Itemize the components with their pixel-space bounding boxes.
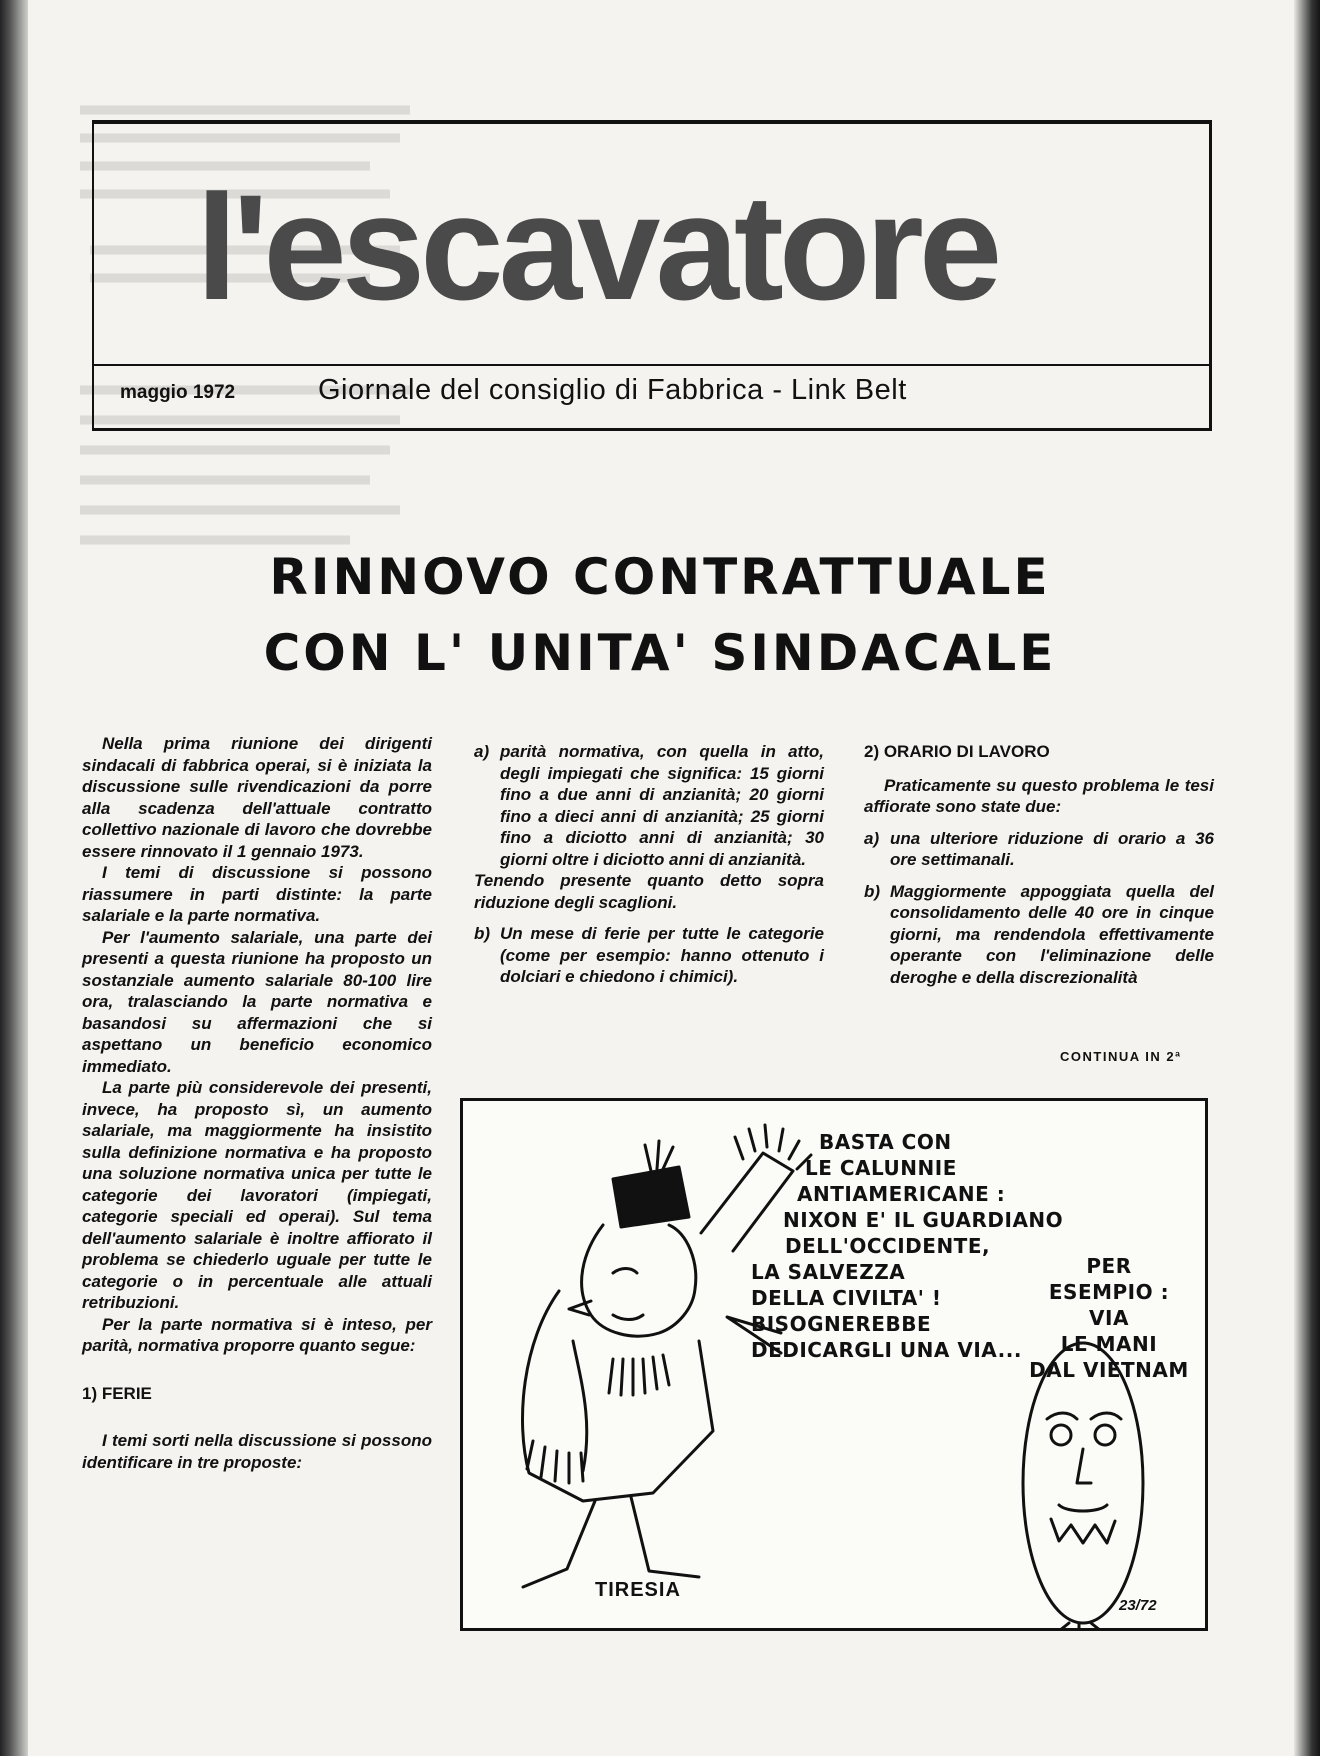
list-item — [864, 828, 1214, 871]
masthead-right-rule — [1209, 120, 1212, 431]
speech-line: LA SALVEZZA — [751, 1260, 906, 1284]
paragraph: La parte più considerevole dei presenti, invece, ha proposto sì, un aumento salariale, ma maggiormente ha insistito sulla definizione normativa e ha proposto una soluzione normativa unica per tutte le categorie dei lavoratori (impiegati, categorie speciali ed operai). Sul tema dell'aumento salariale è inoltre affiorato il problema se chiederlo uguale per tutte le categorie o in percentuale alle attuali retribuzioni. — [82, 1078, 432, 1312]
speech-line: BASTA CON — [819, 1130, 952, 1154]
article-column-1 — [82, 733, 432, 1473]
list-marker: a) — [864, 828, 880, 848]
speech-line: DELL'OCCIDENTE, — [785, 1234, 991, 1258]
list-item — [474, 741, 824, 870]
article-column-2 — [474, 741, 824, 998]
list-text: Un mese di ferie per tutte le categorie (come per esempio: hanno ottenuto i dolciari e chiedono i chimici). — [500, 924, 824, 986]
paragraph: Nella prima riunione dei dirigenti sindacali di fabbrica operai, si è iniziata la discussione sulle rivendicazioni da porre alla scadenza dell'attuale contratto collettivo nazionale di lavoro che dovrebbe essere rinnovato il 1 gennaio 1973. — [82, 734, 432, 861]
headline-line-1: RINNOVO CONTRATTUALE — [269, 548, 1051, 606]
list-item — [864, 881, 1214, 989]
list-text: parità normativa, con quella in atto, degli impiegati che significa: 15 giorni fino a due anni di anzianità; 20 giorni fino a dieci anni di anzianità; 25 giorni fino a diciotto anni di anzianità; 30 giorni oltre i diciotto anni di anzianità. — [500, 742, 824, 869]
masthead-top-rule — [92, 120, 1212, 124]
list-item — [474, 870, 824, 913]
speech-line: PER — [1086, 1254, 1132, 1278]
speech-line: VIA — [1089, 1306, 1129, 1330]
paragraph: I temi di discussione si possono riassumere in parti distinte: la parte salariale e la parte normativa. — [82, 863, 432, 925]
cartoon-speech-right — [1019, 1253, 1199, 1383]
speech-line: DEDICARGLI UNA VIA... — [751, 1338, 1022, 1362]
paragraph: Per la parte normativa si è inteso, per parità, normativa proporre quanto segue: — [82, 1314, 432, 1355]
paragraph: I temi sorti nella discussione si possono identificare in tre proposte: — [82, 1431, 432, 1472]
newspaper-subtitle: Giornale del consiglio di Fabbrica - Link Belt — [318, 374, 907, 406]
masthead — [92, 120, 1212, 430]
speech-line: DAL VIETNAM — [1029, 1358, 1189, 1382]
page-left-edge — [0, 0, 28, 1756]
section-title-orario: 2) ORARIO DI LAVORO — [864, 742, 1050, 761]
headline-line-2: CON L' UNITA' SINDACALE — [263, 624, 1057, 682]
speech-line: ESEMPIO : — [1048, 1280, 1170, 1304]
speech-line: LE MANI — [1060, 1332, 1158, 1356]
list-marker: b) — [474, 924, 491, 943]
list-marker: a) — [474, 742, 490, 761]
speech-line: NIXON E' IL GUARDIANO — [783, 1208, 1064, 1232]
editorial-cartoon — [460, 1098, 1208, 1631]
list-text: una ulteriore riduzione di orario a 36 ore settimanali. — [890, 828, 1214, 869]
masthead-left-rule — [92, 120, 94, 431]
continued-note: CONTINUA IN 2ª — [1060, 1049, 1182, 1064]
speech-line: DELLA CIVILTA' ! — [751, 1286, 942, 1310]
page-right-edge — [1294, 0, 1320, 1756]
paragraph: Praticamente su questo problema le tesi affiorate sono state due: — [864, 775, 1214, 816]
issue-date: maggio 1972 — [120, 382, 236, 403]
article-column-3 — [864, 741, 1214, 998]
cartoon-date-mark: 23/72 — [1119, 1597, 1157, 1614]
list-item — [474, 923, 824, 988]
list-text: Maggiormente appoggiata quella del consolidamento delle 40 ore in cinque giorni, ma rendendola effettivamente operante con l'eliminazione delle deroghe e della discrezionalità — [890, 881, 1214, 987]
speech-line: ANTIAMERICANE : — [797, 1182, 1006, 1206]
list-marker: b) — [864, 881, 881, 901]
masthead-divider — [92, 364, 1212, 366]
speech-line: LE CALUNNIE — [805, 1156, 957, 1180]
paragraph: Per l'aumento salariale, una parte dei presenti a questa riunione ha proposto un sostanziale aumento salariale 80-100 lire ora, tralasciando la parte normativa e basandosi su affermazioni che si aspettano un beneficio economico immediato. — [82, 927, 432, 1076]
list-text: Tenendo presente quanto detto sopra riduzione degli scaglioni. — [474, 871, 824, 912]
newspaper-title: l'escavatore — [196, 163, 998, 331]
section-title-ferie: 1) FERIE — [82, 1383, 152, 1403]
masthead-bottom-rule — [92, 428, 1212, 431]
speech-line: BISOGNEREBBE — [751, 1312, 932, 1336]
cartoonist-signature: TIRESIA — [595, 1579, 681, 1601]
